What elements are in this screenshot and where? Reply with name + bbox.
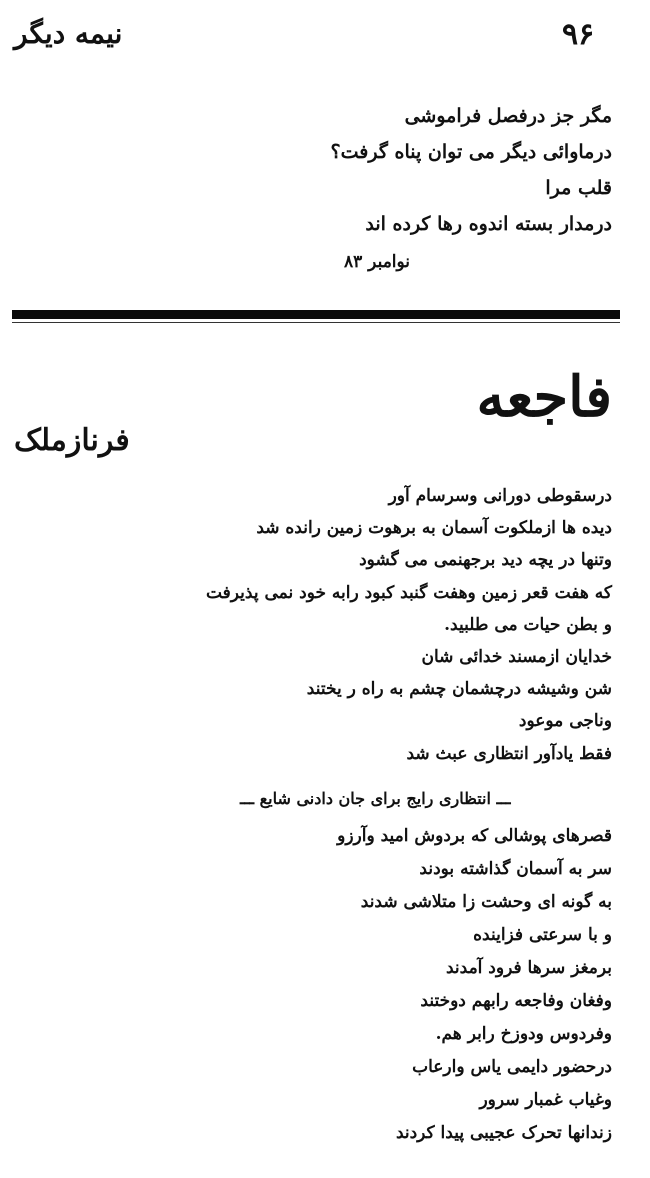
poem-date: نوامبر ۸۳	[344, 252, 411, 272]
poem-line: وفردوس ودوزخ رابر هم.	[435, 1024, 612, 1044]
page-number: ۹۶	[562, 17, 595, 52]
section-divider	[12, 310, 620, 319]
poem-line: سر به آسمان گذاشته بودند	[419, 859, 612, 879]
section-divider-thin	[12, 322, 620, 323]
poem-line: وغیاب غمبار سرور	[479, 1090, 612, 1110]
poem-line: دیده ها ازملکوت آسمان به برهوت زمین رانده شد	[256, 518, 612, 539]
poem-author: فرنازملک	[14, 423, 130, 458]
running-head: نیمه دیگر	[14, 17, 123, 50]
poem-line: فقط یادآور انتظاری عبث شد	[406, 743, 612, 764]
poem-line: وناجی موعود	[518, 711, 612, 732]
poem-title: فاجعه	[476, 364, 612, 430]
poem-stanza-1	[12, 480, 612, 770]
poem-dash-line: ـــ انتظاری رایج برای جان دادنی شایع ـــ	[240, 789, 511, 808]
poem-line: وفغان وفاجعه رابهم دوختند	[420, 991, 612, 1011]
poem-stanza-2	[12, 820, 612, 1150]
poem-line: به گونه ای وحشت زا متلاشی شدند	[360, 892, 612, 912]
poem-line: درمدار بسته اندوه رها کرده اند	[365, 213, 612, 235]
poem-line: درماوائی دیگر می توان پناه گرفت؟	[330, 141, 612, 163]
poem-line: شن وشیشه درچشمان چشم به راه ر یختند	[306, 679, 612, 700]
poem-line: قصرهای پوشالی که بردوش امید وآرزو	[337, 826, 612, 846]
poem-line: و با سرعتی فزاینده	[473, 925, 612, 945]
poem-line: و بطن حیات می طلبید.	[444, 614, 612, 635]
poem-line: قلب مرا	[545, 177, 612, 199]
poem-line: زندانها تحرک عجیبی پیدا کردند	[395, 1123, 612, 1143]
poem-line: برمغز سرها فرود آمدند	[445, 958, 612, 978]
poem-line: که هفت قعر زمین وهفت گنبد کبود رابه خود نمی پذیرفت	[205, 582, 612, 603]
poem-line: درسقوطی دورانی وسرسام آور	[388, 486, 612, 506]
poem-line: وتنها در یچه دید برجهنمی می گشود	[359, 550, 612, 571]
poem-line: خدایان ازمسند خدائی شان	[421, 647, 612, 668]
previous-poem-ending	[252, 98, 612, 242]
poem-line: مگر جز درفصل فراموشی	[404, 105, 612, 127]
poem-line: درحضور دایمی یاس وارعاب	[412, 1057, 612, 1077]
